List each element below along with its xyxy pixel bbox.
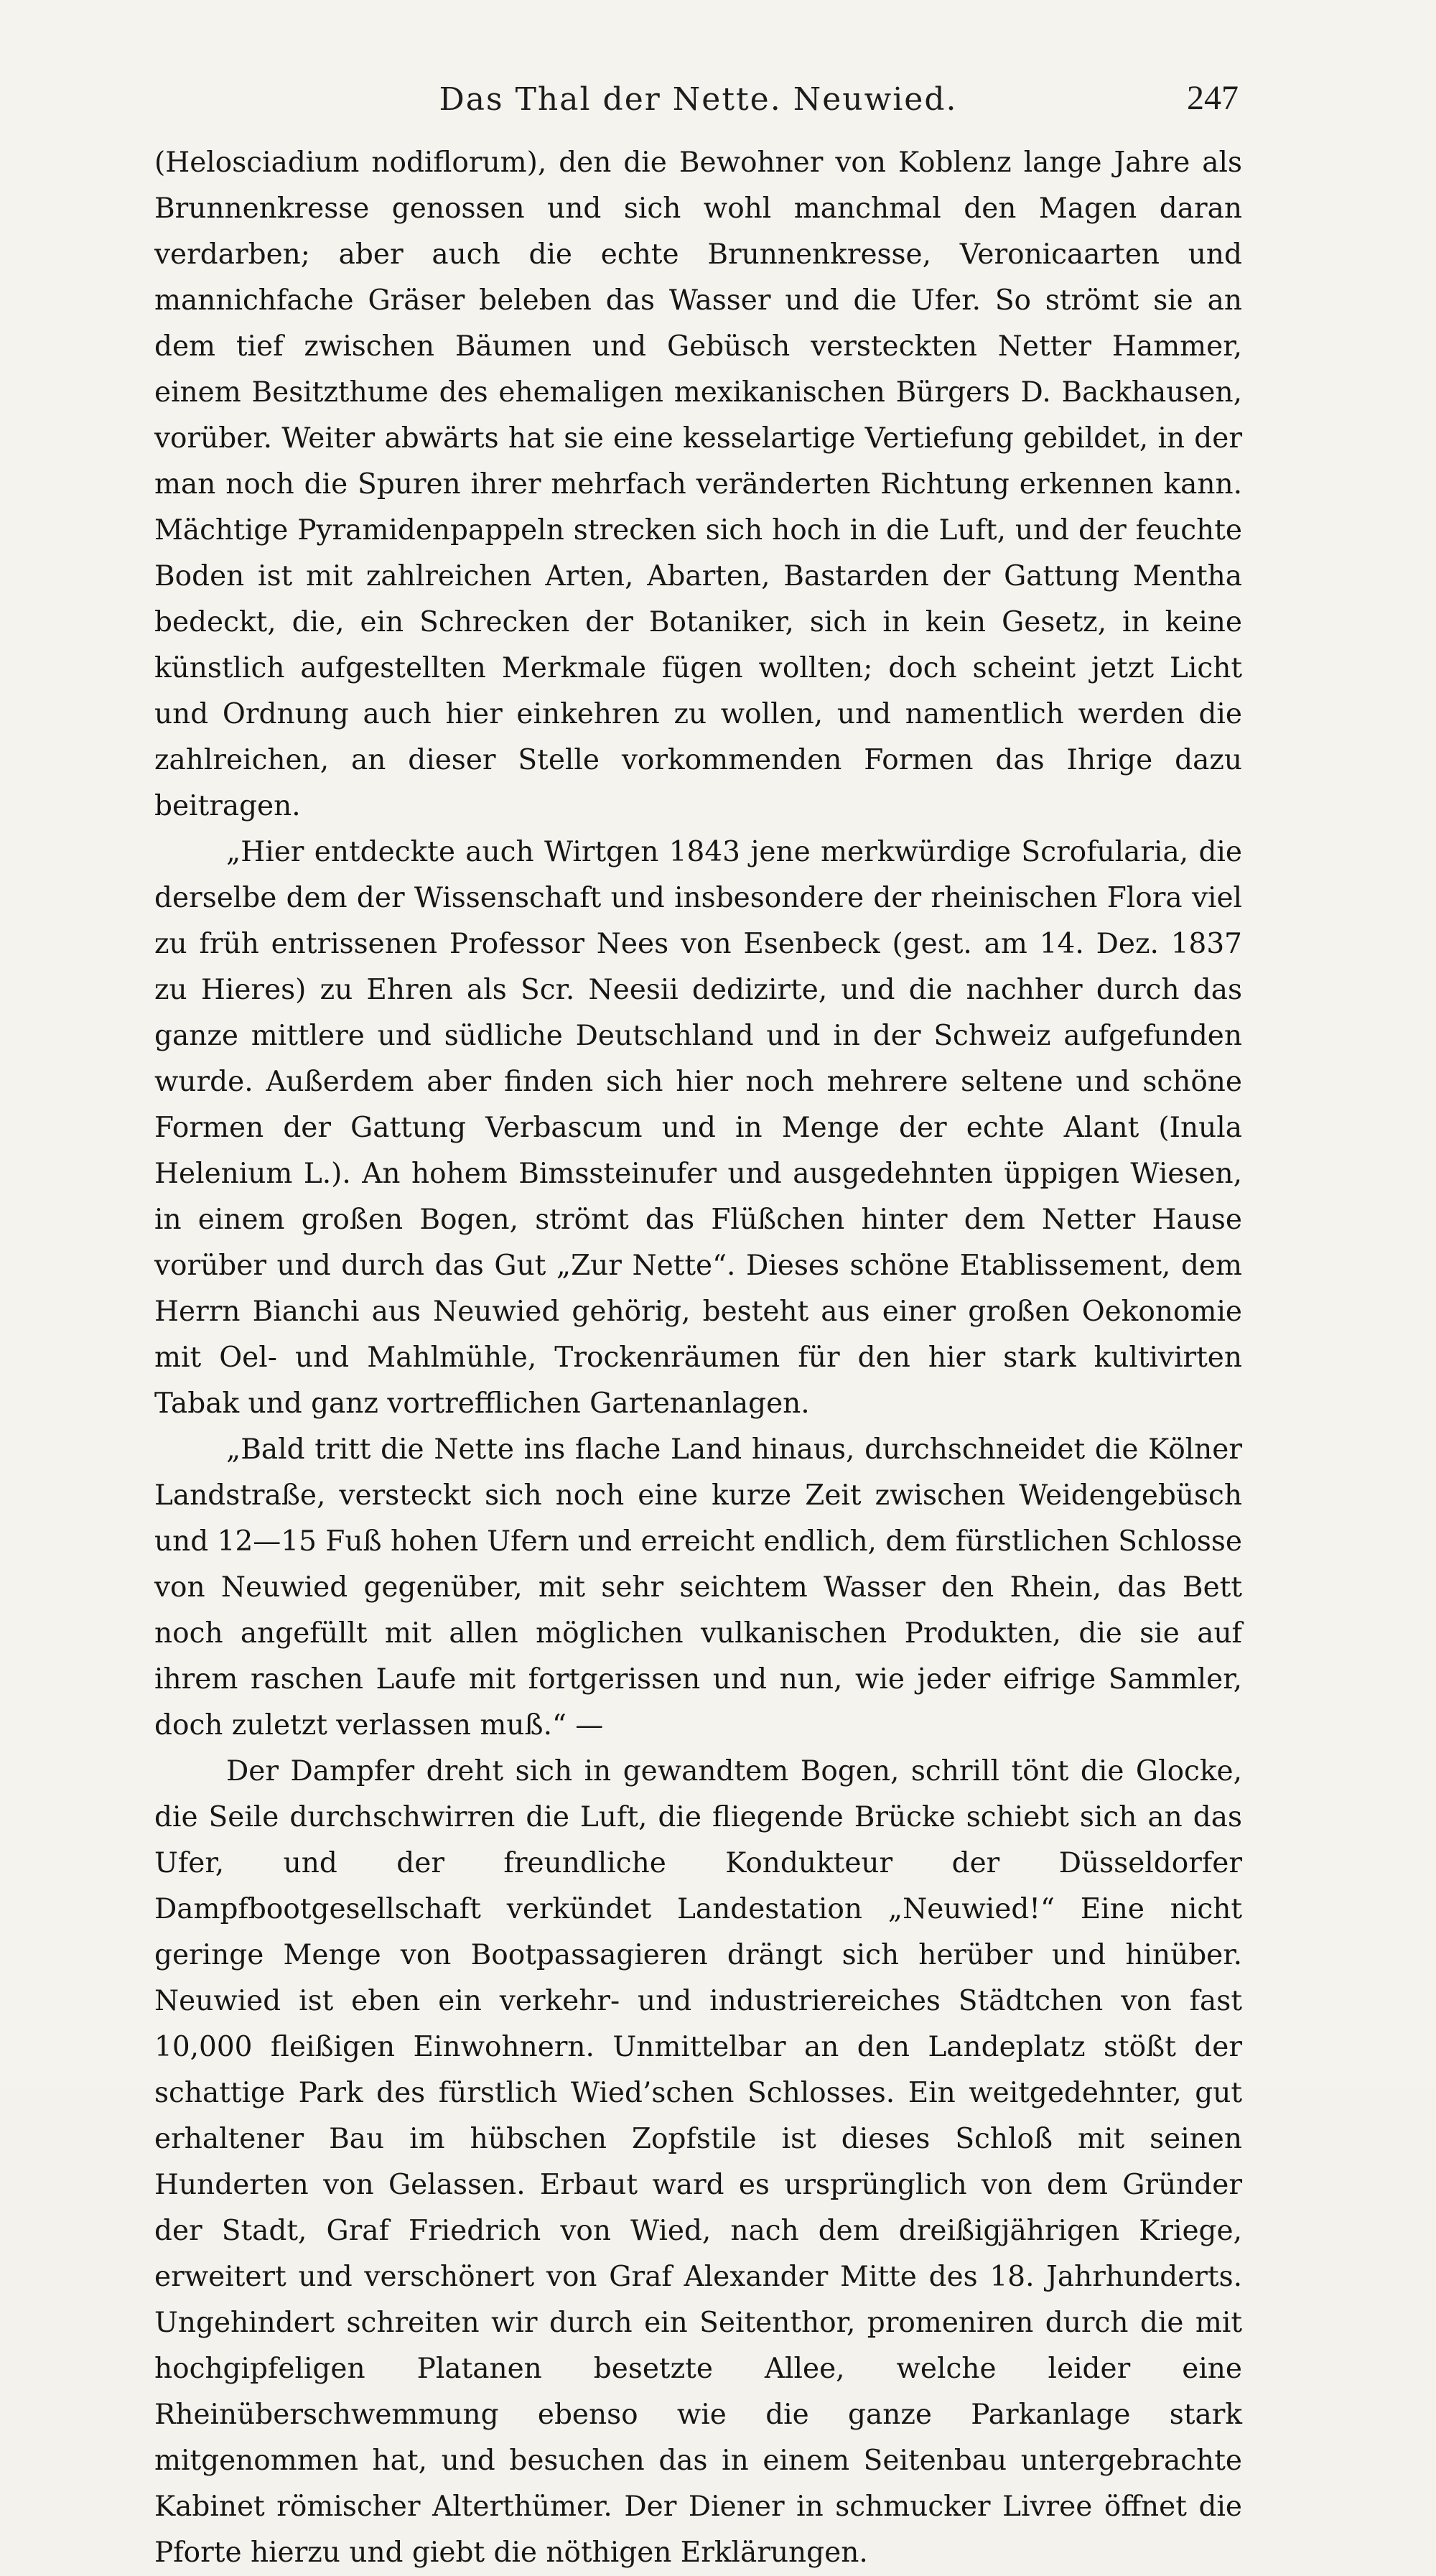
- running-head: [154, 68, 1242, 133]
- paragraph: „Bald tritt die Nette ins flache Land hinaus, durchschneidet die Kölner Landstraße, versteckt sich noch eine kurze Zeit zwischen Weidengebüsch und 12—15 Fuß hohen Ufern und erreicht endlich, dem fürstlichen Schlosse von Neuwied gegenüber, mit sehr seichtem Wasser den Rhein, das Bett noch angefüllt mit allen möglichen vulkanischen Produkten, die sie auf ihrem raschen Laufe mit fortgerissen und nun, wie jeder eifrige Sammler, doch zuletzt verlassen muß.“ —: [154, 1433, 1242, 1742]
- page-number: 247: [1187, 79, 1239, 117]
- body-text: [154, 140, 1242, 2576]
- paragraph: (Helosciadium nodiflorum), den die Bewohner von Koblenz lange Jahre als Brunnenkresse genossen und sich wohl manchmal den Magen daran verdarben; aber auch die echte Brunnenkresse, Veronicaarten und mannichfache Gräser beleben das Wasser und die Ufer. So strömt sie an dem tief zwischen Bäumen und Gebüsch versteckten Netter Hammer, einem Besitzthume des ehemaligen mexikanischen Bürgers D. Backhausen, vorüber. Weiter abwärts hat sie eine kesselartige Vertiefung gebildet, in der man noch die Spuren ihrer mehrfach veränderten Richtung erkennen kann. Mächtige Pyramidenpappeln strecken sich hoch in die Luft, und der feuchte Boden ist mit zahlreichen Arten, Abarten, Bastarden der Gattung Mentha bedeckt, die, ein Schrecken der Botaniker, sich in kein Gesetz, in keine künstlich aufgestellten Merkmale fügen wollten; doch scheint jetzt Licht und Ordnung auch hier einkehren zu wollen, und namentlich werden die zahlreichen, an dieser Stelle vorkommenden Formen das Ihrige dazu beitragen.: [154, 147, 1242, 822]
- paragraph: Der Dampfer dreht sich in gewandtem Bogen, schrill tönt die Glocke, die Seile durchschwirren die Luft, die fliegende Brücke schiebt sich an das Ufer, und der freundliche Kondukteur der Düsseldorfer Dampfbootgesellschaft verkündet Landestation „Neuwied!“ Eine nicht geringe Menge von Bootpassagieren drängt sich herüber und hinüber. Neuwied ist eben ein verkehr- und industriereiches Städtchen von fast 10,000 fleißigen Einwohnern. Unmittelbar an den Landeplatz stößt der schattige Park des fürstlich Wied’schen Schlosses. Ein weitgedehnter, gut erhaltener Bau im hübschen Zopfstile ist dieses Schloß mit seinen Hunderten von Gelassen. Erbaut ward es ursprünglich von dem Gründer der Stadt, Graf Friedrich von Wied, nach dem dreißigjährigen Kriege, erweitert und verschönert von Graf Alexander Mitte des 18. Jahrhunderts. Ungehindert schreiten wir durch ein Seitenthor, promeniren durch die mit hochgipfeligen Platanen besetzte Allee, welche leider eine Rheinüberschwemmung ebenso wie die ganze Parkanlage stark mitgenommen hat, und besuchen das in einem Seitenbau untergebrachte Kabinet römischer Alterthümer. Der Diener in schmucker Livree öffnet die Pforte hierzu und giebt die nöthigen Erklärungen.: [154, 1755, 1242, 2569]
- running-title: Das Thal der Nette. Neuwied.: [439, 81, 958, 118]
- paragraph: „Hier entdeckte auch Wirtgen 1843 jene merkwürdige Scrofularia, die derselbe dem der Wissenschaft und insbesondere der rheinischen Flora viel zu früh entrissenen Professor Nees von Esenbeck (gest. am 14. Dez. 1837 zu Hieres) zu Ehren als Scr. Neesii dedizirte, und die nachher durch das ganze mittlere und südliche Deutschland und in der Schweiz aufgefunden wurde. Außerdem aber finden sich hier noch mehrere seltene und schöne Formen der Gattung Verbascum und in Menge der echte Alant (Inula Helenium L.). An hohem Bimssteinufer und ausgedehnten üppigen Wiesen, in einem großen Bogen, strömt das Flüßchen hinter dem Netter Hause vorüber und durch das Gut „Zur Nette“. Dieses schöne Etablissement, dem Herrn Bianchi aus Neuwied gehörig, besteht aus einer großen Oekonomie mit Oel- und Mahlmühle, Trockenräumen für den hier stark kultivirten Tabak und ganz vortrefflichen Gartenanlagen.: [154, 836, 1242, 1420]
